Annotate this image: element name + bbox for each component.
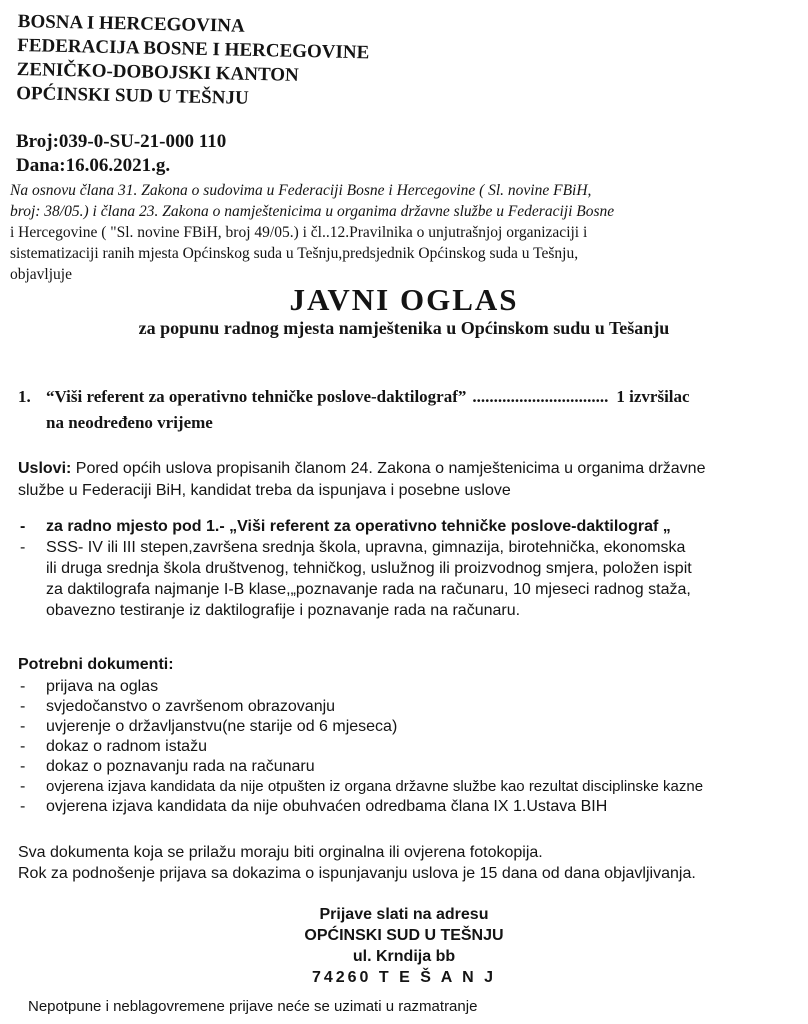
intro-line: i Hercegovine ( "Sl. novine FBiH, broj 49/05.) i čl..12.Pravilnika o unjutrašnjoj organizaciji i <box>10 224 588 241</box>
list-item <box>18 777 808 797</box>
conditions-text: Pored općih uslova propisanih članom 24. Zakona o namještenicima u organima državne <box>71 460 706 477</box>
address-block <box>0 904 808 988</box>
footer-note: Nepotpune i neblagovremene prijave neće se uzimati u razmatranje <box>28 998 478 1015</box>
requirements-list <box>18 516 808 621</box>
notes-paragraph <box>18 842 696 884</box>
intro-paragraph <box>10 180 804 285</box>
requirements-line: za daktilografa najmanje I-B klase,„poznavanje rada na računaru, 10 mjeseci radnog staža, <box>46 581 691 598</box>
list-item <box>18 757 808 777</box>
requirements-line: ili druga srednja škola društvenog, tehničkog, uslužnog ili proizvodnog smjera, položen ispit <box>46 560 692 577</box>
intro-line: objavljuje <box>10 266 72 283</box>
address-intro: Prijave slati na adresu <box>319 906 489 923</box>
document-item-text: prijava na oglas <box>46 678 159 695</box>
header-line-country: BOSNA I HERCEGOVINA <box>17 10 245 37</box>
documents-list <box>18 677 808 817</box>
position-count: 1 izvršilac <box>616 387 690 406</box>
list-dash: - <box>20 758 26 775</box>
institution-header <box>16 10 370 113</box>
position-number: 1. <box>18 387 31 406</box>
list-item <box>18 717 808 737</box>
list-dash: - <box>20 738 26 755</box>
requirements-line: obavezno testiranje iz daktilografije i poznavanje rada na računaru. <box>46 602 521 619</box>
header-line-federation: FEDERACIJA BOSNE I HERCEGOVINE <box>17 34 370 64</box>
document-item-text: ovjerena izjava kandidata da nije obuhvaćen odredbama člana IX 1.Ustava BIH <box>46 798 608 815</box>
list-dash: - <box>20 718 26 735</box>
note-line: Sva dokumenta koja se prilažu moraju biti orginalna ili ovjerena fotokopija. <box>18 844 543 861</box>
header-line-court: OPĆINSKI SUD U TEŠNJU <box>16 82 249 109</box>
notice-title: JAVNI OGLAS <box>289 282 519 317</box>
list-dash: - <box>20 778 26 795</box>
list-dash: - <box>20 539 26 556</box>
document-item-text: ovjerena izjava kandidata da nije otpušten iz organa državne službe kao rezultat disciplinske kazne <box>46 778 704 795</box>
position-dots: ................................ <box>472 387 609 406</box>
address-court: OPĆINSKI SUD U TEŠNJU <box>304 927 504 944</box>
list-item <box>18 677 808 697</box>
conditions-label: Uslovi: <box>18 460 72 477</box>
requirements-detail-row <box>18 537 808 621</box>
position-name: “Viši referent za operativno tehničke poslove-daktilograf” <box>46 387 467 406</box>
list-item <box>18 737 808 757</box>
intro-line: broj: 38/05.) i člana 23. Zakona o namještenicima u organima državne službe u Federaciji Bosne <box>10 203 615 220</box>
list-item <box>18 697 808 717</box>
address-city: 74260 T E Š A N J <box>311 969 497 986</box>
list-dash: - <box>20 678 26 695</box>
list-dash: - <box>20 698 26 715</box>
address-street: ul. Krndija bb <box>352 948 456 965</box>
requirements-line: SSS- IV ili III stepen,završena srednja škola, upravna, gimnazija, birotehnička, ekonomska <box>46 539 686 556</box>
list-item <box>18 797 808 817</box>
conditions-paragraph <box>18 458 808 502</box>
requirements-heading: za radno mjesto pod 1.- „Viši referent za operativno tehničke poslove-daktilograf „ <box>46 518 671 535</box>
document-item-text: uvjerenje o državljanstvu(ne starije od 6 mjeseca) <box>46 718 398 735</box>
header-line-canton: ZENIČKO-DOBOJSKI KANTON <box>16 58 299 86</box>
list-dash: - <box>20 798 26 815</box>
notice-subtitle: za popunu radnog mjesta namještenika u Općinskom sudu u Tešanju <box>138 318 670 338</box>
documents-title: Potrebni dokumenti: <box>18 656 174 673</box>
requirements-heading-row <box>18 516 808 537</box>
document-item-text: dokaz o radnom istažu <box>46 738 207 755</box>
documents-section <box>18 655 808 817</box>
reference-block <box>16 130 226 178</box>
conditions-text: službe u Federaciji BiH, kandidat treba da ispunjava i posebne uslove <box>18 482 511 499</box>
document-item-text: dokaz o poznavanju rada na računaru <box>46 758 315 775</box>
list-dash: - <box>20 518 26 535</box>
intro-line: sistematizaciji ranih mjesta Općinskog suda u Tešnju,predsjednik Općinskog suda u Tešnju, <box>10 245 579 262</box>
document-item-text: svjedočanstvo o završenom obrazovanju <box>46 698 336 715</box>
reference-date: Dana:16.06.2021.g. <box>16 155 171 176</box>
position-duration: na neodređeno vrijeme <box>46 413 213 432</box>
reference-number: Broj:039-0-SU-21-000 110 <box>16 131 227 152</box>
position-item <box>18 384 690 436</box>
note-line: Rok za podnošenje prijava sa dokazima o ispunjavanju uslova je 15 dana od dana objavljivanja. <box>18 865 696 882</box>
intro-line: Na osnovu člana 31. Zakona o sudovima u Federaciji Bosne i Hercegovine ( Sl. novine FBiH, <box>10 182 592 199</box>
